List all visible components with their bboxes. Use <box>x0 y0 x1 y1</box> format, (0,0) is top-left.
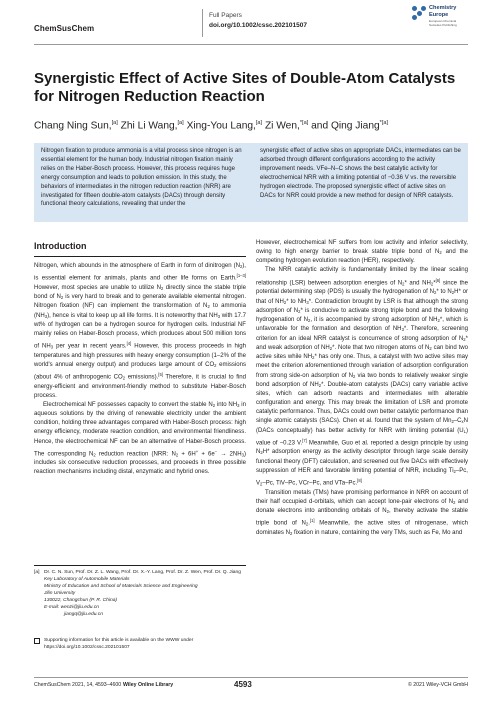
logo-subtitle: European Chemical Societies Publishing <box>429 19 457 27</box>
wiley-online-library-link[interactable]: Wiley Online Library <box>123 682 174 688</box>
doi-link[interactable]: doi.org/10.1002/cssc.202101507 <box>209 22 307 29</box>
body-paragraph: Electrochemical NF possesses capacity to convert the stable $N_2$ into $NH_3$ in aqueous solutions by the driving of renewable electricity under the ambient condition, holding three advantages compared with Haber-Bosch process: high energy efficiency, moderate reaction condition, and environmental friendliness. Hence, the electrochemical NF can be an alternative of Haber-Bosch process. The corresponding $N_2$ reduction reaction (NRR: $N_2 + 6H^+ + 6e^- \to 2NH_3$) includes six consecutive reduction processes, and proceeds in three possible reaction mechanisms including distal, enzymatic and hybrid ones. <box>34 401 246 476</box>
page-number: 4593 <box>234 680 252 689</box>
affiliation-mark: [a] <box>111 120 118 126</box>
abstract-box <box>34 143 468 222</box>
footnote-names: Dr. C. N. Sun, Prof. Dr. Z. L. Wang, Prof. Dr. X.-Y. Lang, Prof. Dr. Z. Wen, Prof. Dr. Q. Jiang <box>44 570 241 575</box>
affiliation-mark: *[a] <box>379 120 389 126</box>
header-divider <box>202 9 203 37</box>
body-column-left <box>34 262 246 478</box>
author-conjunction: and <box>311 120 329 132</box>
affiliation-mark: *[a] <box>299 120 309 126</box>
abstract-left: Nitrogen fixation to produce ammonia is a vital process since nitrogen is an essential element for the human body. Industrial nitrogen fixation mainly relies on the Haber-Bosch process. However, this process requires huge energy consumption and leads to pollution emission. In this study, the behaviors of intermediates in the nitrogen reduction reaction (NRR) are investigated for fifteen double-atom catalysts (DACs) through density functional theory calculations, revealing that under the <box>41 148 242 208</box>
affiliation-mark: [a] <box>177 120 184 126</box>
author-list <box>34 117 468 132</box>
footnote-lab: Key Laboratory of Automobile Materials <box>44 577 130 582</box>
publisher-logo[interactable] <box>412 4 474 36</box>
affiliation-mark: [a] <box>255 120 263 126</box>
footer-citation: ChemSusChem 2021, 14, 4593–4600 <box>34 682 122 688</box>
body-column-right <box>256 239 468 538</box>
footnote-ministry: Ministry of Education and School of Materials Science and Engineering <box>44 584 198 589</box>
footnote-city: 130022, Changchun (P. R. China) <box>44 598 118 603</box>
page-footer <box>34 680 468 692</box>
article-title: Synergistic Effect of Active Sites of Double-Atom Catalysts for Nitrogen Reduction Reaction <box>34 70 456 105</box>
supporting-info-note <box>34 637 246 651</box>
supporting-info-text[interactable]: Supporting information for this article is available on the WWW under https://doi.org/10.1002/cssc.202101507 <box>44 638 194 650</box>
journal-name: ChemSusChem <box>34 24 95 33</box>
body-paragraph: However, electrochemical NF suffers from low activity and inferior selectivity, owing to high energy barrier to break stable triple bond of $N_2$ and the competing hydrogen evolution reaction (HER), respectively. <box>256 240 468 265</box>
footnote-email[interactable]: E-mail: wenzi@jlu.edu.cn <box>44 605 99 610</box>
chemistry-europe-logo-icon <box>412 6 426 20</box>
header-rule <box>34 44 468 45</box>
footer-rule <box>34 677 468 678</box>
footnote-label: [a] <box>34 570 40 575</box>
footnote-rule <box>34 565 246 566</box>
supporting-info-icon <box>34 638 40 644</box>
author[interactable]: Zi Wen, <box>264 120 300 132</box>
page-header <box>34 0 468 42</box>
affiliation-footnote <box>34 569 246 618</box>
footnote-email[interactable]: jiangq@jlu.edu.cn <box>64 612 103 617</box>
author[interactable]: Zhi Li Wang, <box>120 120 178 132</box>
heading-rule <box>34 256 246 257</box>
article-section: Full Papers <box>209 12 242 19</box>
body-paragraph: Nitrogen, which abounds in the atmosphere of Earth in form of dinitrogen $(N_2)$, is essential element for animals, plants and other life forms on Earth.[1–3] However, most species are unable to utilize $N_2$ directly since the stable triple bond of $N_2$ is very hard to break and to generate available elemental nitrogen. Nitrogen fixation (NF) can implement the transformation of $N_2$ to ammonia $(NH_3)$, hence is vital to keep up all life forms. It is noteworthy that $NH_3$ with 17.7 wt% of hydrogen can be a hydrogen source for hydrogen cells. Industrial NF mainly relies on Haber-Bosch process, which produces about 500 million tons of $NH_3$ per year in recent years.[4] However, this process proceeds in high temperatures and high pressures with heavy energy consumption (1–2% of the world's annual energy output) and produces large amount of $CO_2$ emissions (about 4% of anthropogenic $CO_2$ emissions).[5] Therefore, it is crucial to find energy-efficient and environment-friendly method to substitute Haber-Bosch process. <box>34 263 247 399</box>
footer-copyright: © 2021 Wiley-VCH GmbH <box>407 682 468 688</box>
author[interactable]: Qing Jiang <box>330 120 380 132</box>
author[interactable]: Xing-You Lang, <box>186 120 256 132</box>
footnote-university: Jilin University <box>44 591 76 596</box>
body-paragraph: Transition metals (TMs) have promising performance in NRR on account of their half occupied d-orbitals, which can accept lone-pair electrons of $N_2$ and donate electrons into antibonding orbitals of $N_2$, thereby activate the stable triple bond of $N_2.[1]$ Meanwhile, the active sites of nitrogenase, which dominates $N_2$ fixation in nature, containing the very TMs, such as Fe, Mo and <box>256 489 468 537</box>
abstract-right: synergistic effect of active sites on appropriate DACs, intermediates can be adsorbed through different configurations according to the activity improvement needs. VFe–N–C shows the best catalytic activity for electrochemical NRR with a limiting potential of −0.36 V vs. the reversible hydrogen electrode. The proposed synergistic effect of active sites on DACs for NRR could provide a new method for design of NRR catalysts. <box>260 148 461 199</box>
author[interactable]: Chang Ning Sun, <box>34 120 112 132</box>
introduction-heading: Introduction <box>34 241 87 251</box>
body-paragraph: The NRR catalytic activity is fundamentally limited by the linear scaling relationship (LSR) between adsorption energies of $N_2*$ and $NH_2*[6]$ since the potential determining step (PDS) is usually the hydrogenation of $N_2*$ to $N_2H*$ or that of $NH_2*$ to $NH_3*$. Contradiction brought by LSR is that although the strong adsorption of $N_2*$ is conducive to activate strong triple bond and the following hydrogenation of $N_2$, it is accompanied by strong adsorption of $NH_2*$, which is unfavorable for the formation and desorption of $NH_3*$. Therefore, screening criterion for an ideal NRR catalyst is concurrence of strong adsorption of $N_2*$ and weak adsorption of $NH_2*$. Note that two nitrogen atoms of $N_2$ can bind two active sites while $NH_2*$ has only one. Thus, a catalyst with two active sites may meet the criterion aforementioned through variation of adsorption configuration from strong side-on adsorption of $N_2$ via two bonds to relatively weaker single bond adsorption of $NH_2*$. Double-atom catalysts (DACs) carry variable active sites, which can adsorb reactants and intermediates with alterable configuration and energy. This may break the limitation of LSR and promote catalytic performance. Thus, DACs could own better catalytic performance than single atomic catalysts (SACs). Chen et al. found that the system of $Mn_2-C_xN$ (DACs conceptually) has better activity for NRR with limiting potential $(U_L)$ value of −0.23 V.[7] Meanwhile, Guo et al. reported a design principle by using $N_2H*$ adsorption energy as the activity descriptor through large scale density functional theory (DFT) calculation, and screened out five DACs with effectively suppression of HER and favorable limiting potential of NRR, including $Ti_2-Pc$, $V_2-Pc$, TiV–Pc, VCr–Pc, and VTa–Pc.[8] <box>256 267 469 487</box>
logo-name: Chemistry Europe <box>429 5 457 18</box>
